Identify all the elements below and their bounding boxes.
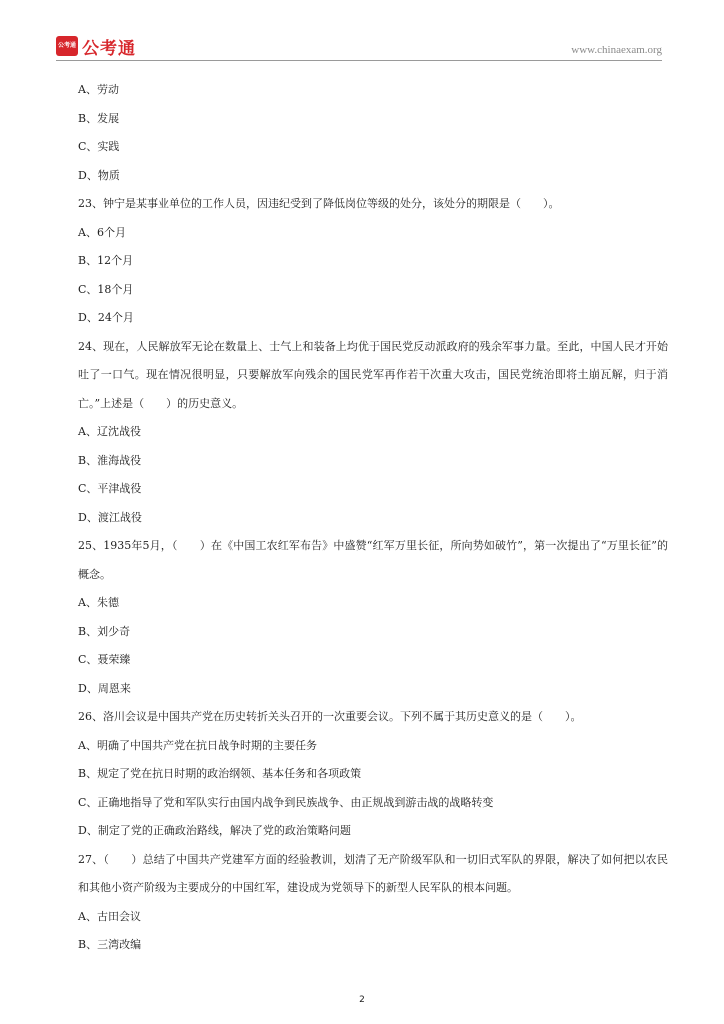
answer-option: A、古田会议 xyxy=(78,909,141,923)
brand-logo-icon: 公考通 xyxy=(56,36,78,56)
question-content xyxy=(78,76,668,960)
answer-option: B、发展 xyxy=(78,111,120,125)
answer-option: B、淮海战役 xyxy=(78,453,142,467)
answer-option: D、渡江战役 xyxy=(78,510,142,524)
header-divider xyxy=(56,60,662,61)
question-stem: 25、1935年5月，（ ）在《中国工农红军布告》中盛赞“红军万里长征，所向势如破竹”，第一次提出了“万里长征”的概念。 xyxy=(78,539,668,581)
answer-option: D、周恩来 xyxy=(78,681,131,695)
answer-option: B、12个月 xyxy=(78,254,134,267)
answer-option: C、实践 xyxy=(78,140,120,153)
answer-option: B、规定了党在抗日时期的政治纲领、基本任务和各项政策 xyxy=(78,767,362,780)
answer-option: A、劳动 xyxy=(78,83,119,96)
question-stem: 24、现在，人民解放军无论在数量上、士气上和装备上均优于国民党反动派政府的残余军事力量。至此，中国人民才开始吐了一口气。现在情况很明显，只要解放军向残余的国民党军再作若干次重大攻击，国民党统治即将土崩瓦解，归于消亡。”上述是（ ）的历史意义。 xyxy=(78,339,668,410)
page-number: 2 xyxy=(359,995,365,1005)
answer-option: B、三湾改编 xyxy=(78,938,142,951)
answer-option: A、辽沈战役 xyxy=(78,425,141,438)
answer-option: A、明确了中国共产党在抗日战争时期的主要任务 xyxy=(78,738,317,752)
answer-option: C、正确地指导了党和军队实行由国内战争到民族战争、由正规战到游击战的战略转变 xyxy=(78,795,494,809)
brand-name: 公考通 xyxy=(82,39,136,59)
answer-option: C、18个月 xyxy=(78,282,134,296)
question-stem: 23、钟宁是某事业单位的工作人员，因违纪受到了降低岗位等级的处分，该处分的期限是（ ）。 xyxy=(78,197,560,210)
site-url[interactable]: www.chinaexam.org xyxy=(571,44,662,56)
question-stem: 26、洛川会议是中国共产党在历史转折关头召开的一次重要会议。下列不属于其历史意义的是（ ）。 xyxy=(78,710,582,723)
page-header xyxy=(0,0,724,62)
answer-option: C、聂荣臻 xyxy=(78,653,131,666)
answer-option: C、平津战役 xyxy=(78,482,142,495)
answer-option: D、物质 xyxy=(78,168,120,182)
answer-option: A、6个月 xyxy=(78,225,126,239)
answer-option: D、24个月 xyxy=(78,311,134,324)
question-stem: 27、（ ）总结了中国共产党建军方面的经验教训，划清了无产阶级军队和一切旧式军队的界限，解决了如何把以农民和其他小资产阶级为主要成分的中国红军，建设成为党领导下的新型人民军队的根本问题。 xyxy=(78,852,668,894)
answer-option: D、制定了党的正确政治路线，解决了党的政治策略问题 xyxy=(78,824,351,837)
answer-option: B、刘少奇 xyxy=(78,624,131,638)
answer-option: A、朱德 xyxy=(78,596,119,609)
